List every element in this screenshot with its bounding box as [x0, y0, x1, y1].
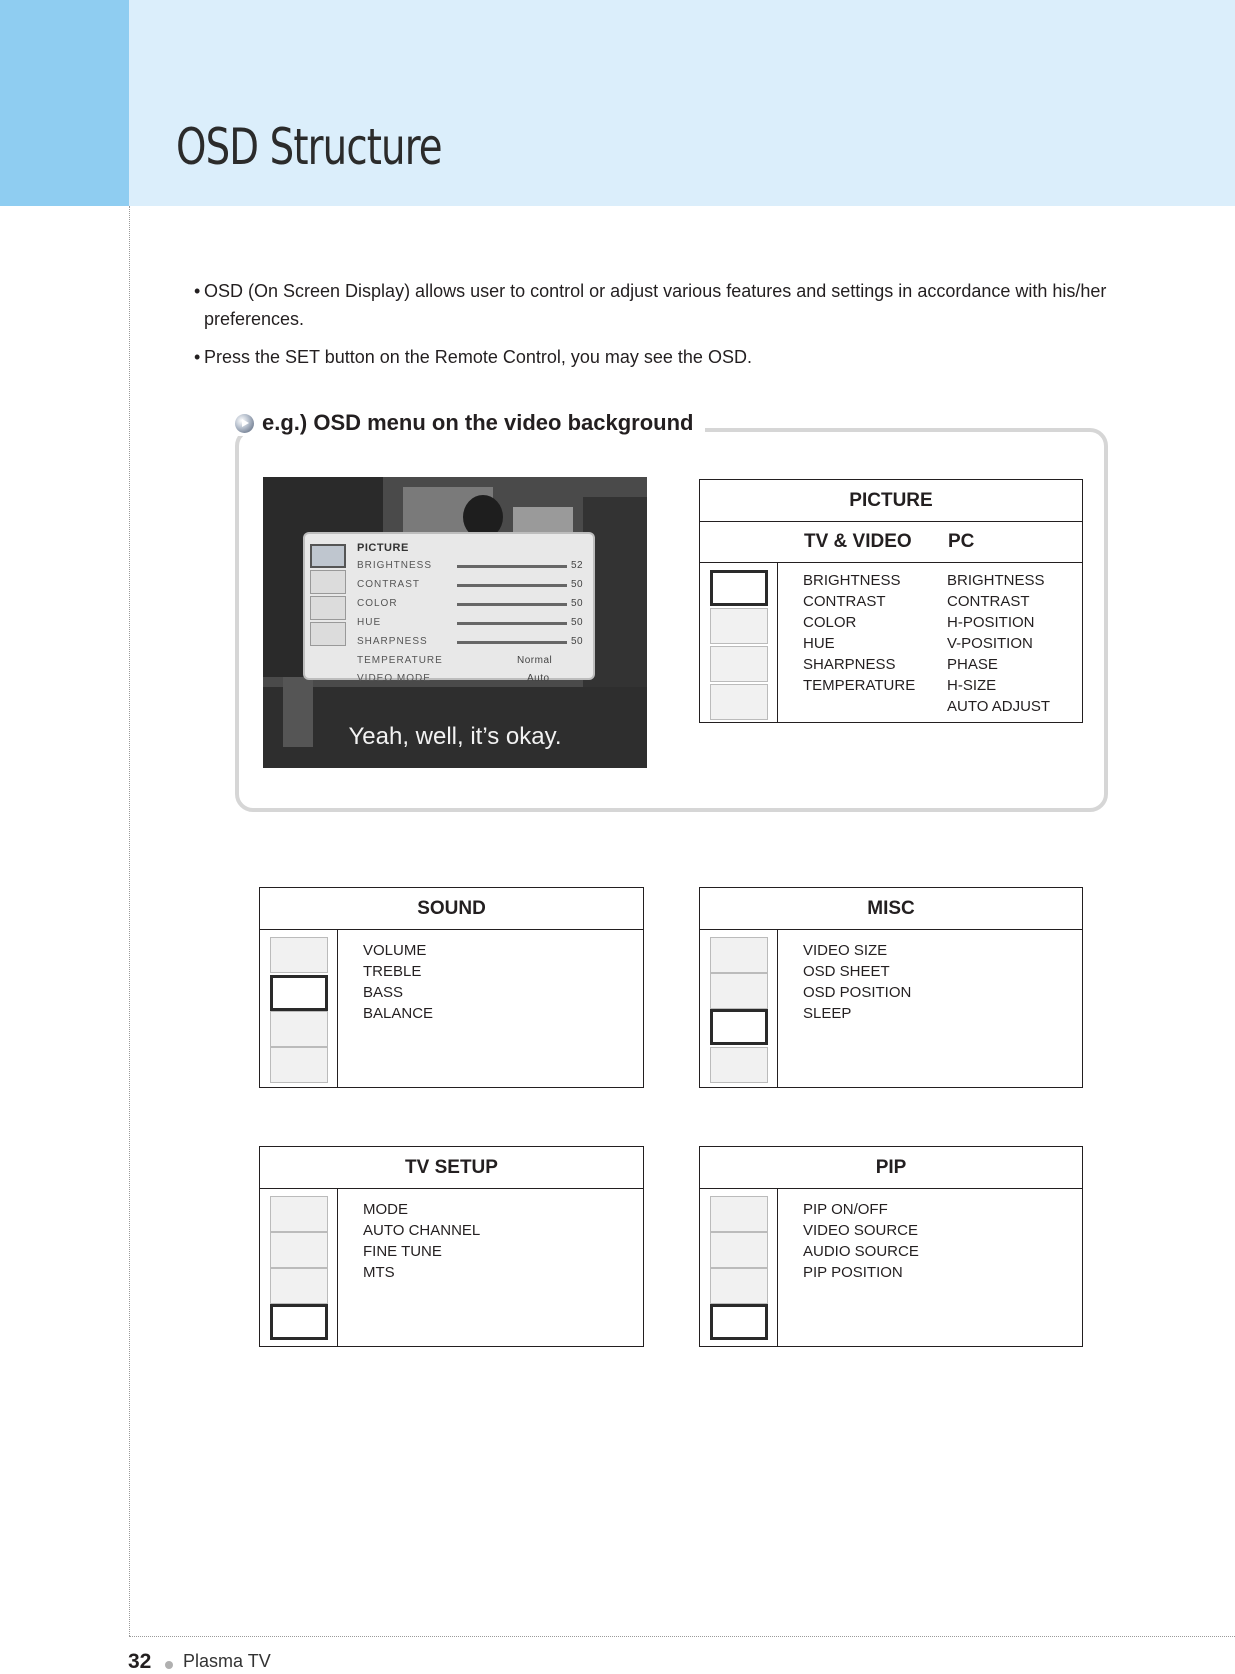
osd-row-label: HUE [357, 617, 382, 628]
list-item: BALANCE [363, 1005, 434, 1022]
sound-icon [270, 1232, 328, 1268]
sound-icon [270, 975, 328, 1011]
list-item: PIP ON/OFF [803, 1201, 888, 1218]
osd-row-label: VIDEO MODE [357, 673, 431, 684]
osd-slider-bar [457, 584, 567, 587]
footer-rule [129, 1636, 1235, 1637]
list-item: HUE [803, 635, 835, 652]
list-item: SLEEP [803, 1005, 852, 1022]
osd-row-label: BRIGHTNESS [357, 560, 433, 571]
picture-icon [710, 937, 768, 973]
osd-row-value: Auto [527, 673, 550, 684]
picture-pc-items [947, 570, 1050, 717]
tv-setup-menu-box [259, 1146, 644, 1347]
osd-row-label: COLOR [357, 598, 398, 609]
sound-icon [710, 973, 768, 1009]
list-item: BASS [363, 984, 404, 1001]
list-item: COLOR [803, 614, 857, 631]
pip-menu-title: PIP [700, 1147, 1082, 1189]
list-item: PHASE [947, 656, 998, 673]
pip-menu-box [699, 1146, 1083, 1347]
tv-setup-items [363, 1199, 480, 1283]
page-title: OSD Structure [176, 118, 442, 176]
tv-setup-icon [270, 1304, 328, 1340]
osd-overlay [305, 534, 593, 684]
tv-setup-icon [710, 1047, 768, 1083]
picture-icon [270, 1196, 328, 1232]
misc-icon [270, 1268, 328, 1304]
osd-slider-bar [457, 565, 567, 568]
osd-row-value: 50 [571, 579, 584, 590]
list-item: BRIGHTNESS [947, 572, 1045, 589]
intro-bullet-2 [194, 343, 1124, 371]
list-item: MTS [363, 1264, 395, 1281]
sound-icon [710, 608, 768, 644]
tv-setup-icon [310, 622, 346, 646]
picture-icon-column [700, 562, 778, 722]
page-number: 32 [128, 1650, 152, 1673]
osd-row-value: 50 [571, 636, 584, 647]
list-item: AUTO CHANNEL [363, 1222, 481, 1239]
sound-menu-box [259, 887, 644, 1088]
picture-icon [270, 937, 328, 973]
misc-menu-box [699, 887, 1083, 1088]
example-panel-header [229, 410, 705, 436]
list-item: TEMPERATURE [803, 677, 916, 694]
misc-icon [310, 596, 346, 620]
sound-icon [310, 570, 346, 594]
osd-slider-bar [457, 622, 567, 625]
pc-column-header: PC [948, 531, 975, 552]
list-item: CONTRAST [947, 593, 1030, 610]
osd-row-value: 50 [571, 617, 584, 628]
list-item: V-POSITION [947, 635, 1033, 652]
osd-row-value: 50 [571, 598, 584, 609]
misc-menu-title: MISC [700, 888, 1082, 930]
sound-icon-column [260, 929, 338, 1087]
tv-setup-menu-title: TV SETUP [260, 1147, 643, 1189]
misc-icon [270, 1011, 328, 1047]
osd-row-label: CONTRAST [357, 579, 420, 590]
misc-icon-column [700, 929, 778, 1087]
intro-bullet-2-text: Press the SET button on the Remote Control, you may see the OSD. [204, 347, 752, 367]
list-item: H-POSITION [947, 614, 1035, 631]
list-item: VIDEO SOURCE [803, 1222, 919, 1239]
list-item: H-SIZE [947, 677, 997, 694]
osd-row-value: Normal [517, 655, 553, 666]
list-item: AUDIO SOURCE [803, 1243, 919, 1260]
osd-row-label: TEMPERATURE [357, 655, 443, 666]
picture-menu-title: PICTURE [700, 480, 1082, 522]
picture-menu-columns [700, 521, 1082, 563]
bullet-dot: • [194, 347, 201, 367]
osd-slider-bar [457, 603, 567, 606]
intro-bullet-1-continuation: preferences. [204, 309, 305, 329]
video-subtitle: Yeah, well, it’s okay. [348, 723, 562, 750]
misc-icon [710, 1009, 768, 1045]
osd-slider-bar [457, 641, 567, 644]
osd-icon-column [307, 542, 351, 648]
list-item: VOLUME [363, 942, 427, 959]
play-bullet-icon [235, 414, 254, 433]
misc-items [803, 940, 911, 1024]
osd-title: PICTURE [357, 542, 409, 554]
picture-icon [710, 1196, 768, 1232]
misc-icon [710, 1268, 768, 1304]
left-margin-rule [129, 206, 130, 1636]
pip-icon [710, 1304, 768, 1340]
example-panel-title: e.g.) OSD menu on the video background [262, 410, 694, 435]
osd-row-label: SHARPNESS [357, 636, 428, 647]
list-item: MODE [363, 1201, 408, 1218]
sound-icon [710, 1232, 768, 1268]
tv-setup-icon [270, 1047, 328, 1083]
picture-icon [310, 544, 346, 568]
pip-icon-column [700, 1188, 778, 1346]
list-item: PIP POSITION [803, 1264, 903, 1281]
picture-menu-box [699, 479, 1083, 723]
list-item: VIDEO SIZE [803, 942, 888, 959]
tv-setup-icon [710, 684, 768, 720]
osd-row-value: 52 [571, 560, 584, 571]
tv-video-column-header: TV & VIDEO [804, 531, 912, 552]
list-item: FINE TUNE [363, 1243, 442, 1260]
tv-setup-icon-column [260, 1188, 338, 1346]
footer-dot-icon [165, 1661, 173, 1669]
picture-tv-items [803, 570, 915, 696]
product-name: Plasma TV [183, 1651, 271, 1671]
header-tab [0, 0, 129, 206]
sound-items [363, 940, 433, 1024]
picture-icon [710, 570, 768, 606]
list-item: SHARPNESS [803, 656, 896, 673]
list-item: AUTO ADJUST [947, 698, 1051, 715]
intro-bullet-1 [194, 277, 1124, 333]
intro-bullet-1-text: OSD (On Screen Display) allows user to control or adjust various features and settings in accordance with his/her [204, 281, 1107, 301]
list-item: OSD POSITION [803, 984, 912, 1001]
list-item: TREBLE [363, 963, 422, 980]
misc-icon [710, 646, 768, 682]
sound-menu-title: SOUND [260, 888, 643, 930]
pip-items [803, 1199, 919, 1283]
video-screenshot [263, 477, 647, 768]
list-item: CONTRAST [803, 593, 886, 610]
list-item: BRIGHTNESS [803, 572, 901, 589]
list-item: OSD SHEET [803, 963, 890, 980]
bullet-dot: • [194, 281, 201, 301]
